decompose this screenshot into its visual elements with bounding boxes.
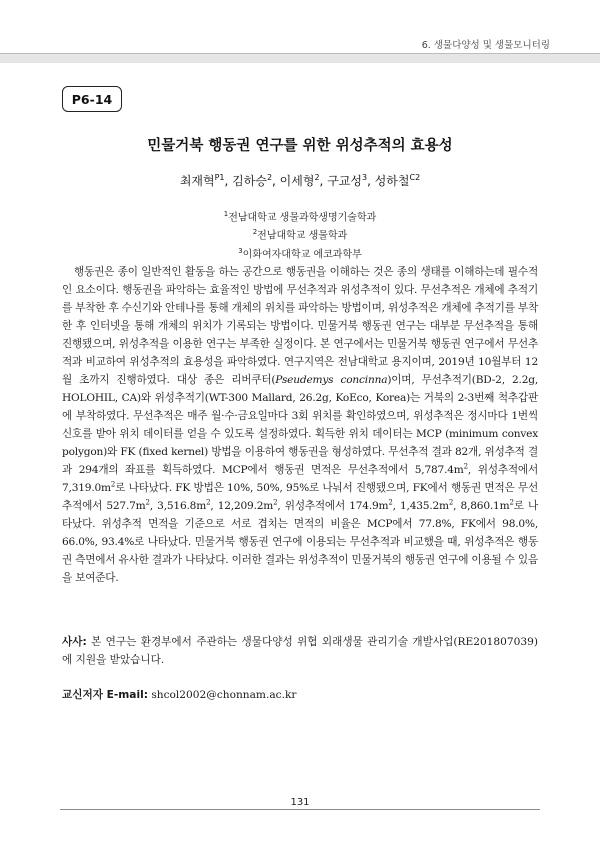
- acknowledgement: 사사: 본 연구는 환경부에서 주관하는 생물다양성 위협 외래생물 관리기술 개발사업(RE201807039)에 지원을 받았습니다.: [62, 636, 538, 666]
- author: 구교성$^3$: [327, 173, 368, 188]
- chapter-label: 6. 생물다양성 및 생물모니터링: [421, 40, 550, 51]
- page-number: 131: [290, 797, 310, 808]
- author: 이세형$^2$: [279, 173, 320, 188]
- species-name: Pseudemys concinna: [275, 374, 388, 386]
- affiliation: $^1$전남대학교 생물과학생명기술학과: [223, 210, 377, 224]
- affiliation: $^2$전남대학교 생물학과: [252, 228, 348, 242]
- affiliation-list: [0, 207, 600, 262]
- author: 최재혁$^{P1}$: [179, 173, 225, 188]
- abstract-body: 행동권은 종이 일반적인 활동을 하는 공간으로 행동권을 이해하는 것은 종의 생태를 이해하는데 필수적인 요소이다. 행동권을 파악하는 효율적인 방법에 무선추적과 위성추적이 있다. 무선추적은 개체에 추적기를 부착한 후 수신기와 안테나를 통해 개체의 위치를 파악하는 방법이며, 위성추적은 개체에 추적기를 부착한 후 인터넷을 통해 개체의 위치가 기록되는 방법이다. 민물거북 행동권 연구는 대부분 무선추적을 통해 진행됐으며, 위성추적을 이용한 연구는 부족한 실정이다. 본 연구에서는 민물거북 행동권 연구에서 무선추적과 비교하여 위성추적의 효용성을 파악하였다. 연구지역은 전남대학교 용지이며, 2019년 10월부터 12월 초까지 진행하였다. 대상 종은 리버쿠터(Pseudemys concinna)이며, 무선추적기(BD-2, 2.2g, HOLOHIL, CA)와 위성추적기(WT-300 Mallard, 26.2g, KoEco, Korea)는 거북의 2-3번째 척추갑판에 부착하였다. 무선추적은 매주 월·수·금요일마다 3회 위치를 확인하였으며, 위성추적은 정시마다 1번씩 신호를 받아 위치 데이터를 얻을 수 있도록 설정하였다. 획득한 위치 데이터는 MCP (minimum convex polygon)와 FK (fixed kernel) 방법을 이용하여 행동권을 형성하였다. 무선추적 결과 82개, 위성추적 결과 294개의 좌표를 획득하였다. MCP에서 행동권 면적은 무선추적에서 $5,787.4m^2$, 위성추적에서 $7,319.0m^2$로 나타났다. FK 방법은 10%, 50%, 95%로 나눠서 진행됐으며, FK에서 행동권 면적은 무선추적에서 $527.7m^2$, $3,516.8m^2$, $12,209.2m^2$, 위성추적에서 $174.9m^2$, $1,435.2m^2$, $8,860.1m^2$로 나타났다. 위성추적 면적을 기준으로 서로 겹치는 면적의 비율은 MCP에서 77.8%, FK에서 98.0%, 66.0%, 93.4%로 나타났다. 민물거북 행동권 연구에 이용되는 무선추적과 비교했을 때, 위성추적은 행동권 측면에서 유사한 결과가 나타났다. 이러한 결과는 위성추적이 민물거북의 행동권 연구에 이용될 수 있음을 보여준다.: [62, 266, 538, 584]
- corresponding-author: [62, 686, 538, 704]
- affiliation: $^3$이화여자대학교 에코과학부: [238, 246, 362, 260]
- email-address: shcol2002@chonnam.ac.kr: [147, 689, 297, 701]
- footer-rule: [60, 809, 540, 810]
- author: 성하철$^{C2}$: [374, 173, 421, 188]
- header-rule: [0, 53, 600, 54]
- paper-title: 민물거북 행동권 연구를 위한 위성추적의 효용성: [147, 138, 453, 154]
- email-label: 교신저자 E-mail:: [62, 689, 148, 701]
- acknowledgement-label: 사사:: [62, 636, 87, 648]
- poster-id-badge: P6-14: [62, 86, 122, 112]
- header-band: [0, 53, 600, 63]
- author-list: 최재혁$^{P1}$, 김하승$^2$, 이세형$^2$, 구교성$^3$, 성하철$^{C2}$: [179, 173, 421, 188]
- author: 김하승$^2$: [232, 173, 273, 188]
